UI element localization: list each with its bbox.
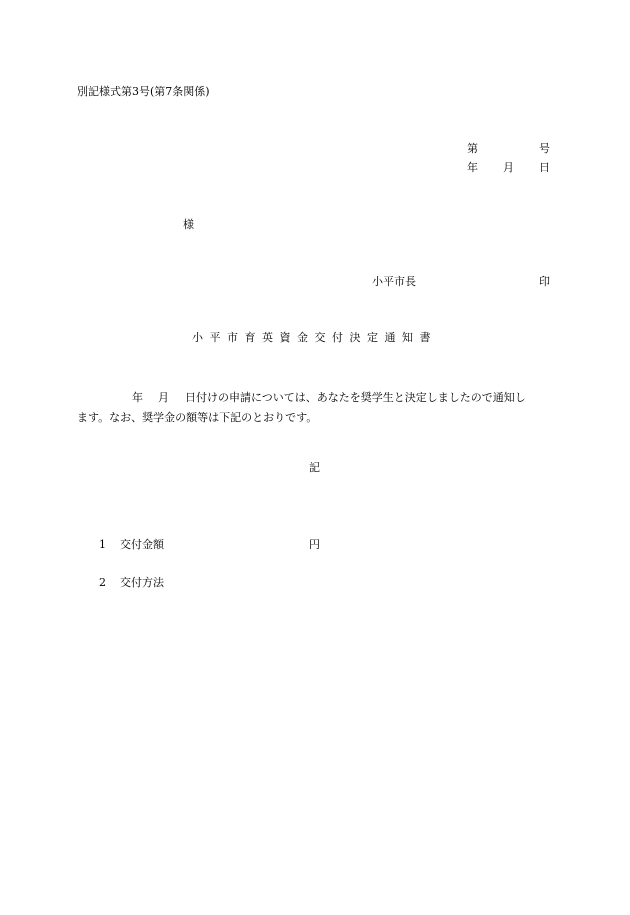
number-go: 号 (539, 142, 550, 155)
issuer-seal: 印 (539, 275, 550, 288)
item-2-label: 交付方法 (120, 576, 164, 589)
body-year: 年 (132, 391, 143, 404)
body-line-1 (77, 388, 553, 408)
date-year: 年 (467, 161, 478, 174)
issuer-title: 小平市長 (372, 275, 416, 288)
body-paragraph (77, 388, 553, 428)
item-1-unit: 円 (309, 538, 320, 551)
ki-heading: 記 (309, 461, 320, 474)
body-line1-text: 日付けの申請については、あなたを奨学生と決定しましたので通知し (185, 391, 526, 404)
date-month: 月 (503, 161, 514, 174)
recipient-honorific: 様 (183, 218, 194, 231)
item-1-label: 交付金額 (120, 538, 164, 551)
number-dai: 第 (467, 142, 478, 155)
item-1-number: 1 (99, 538, 106, 551)
item-2-number: 2 (99, 576, 106, 589)
body-month: 月 (158, 391, 169, 404)
form-label: 別記様式第3号(第7条関係) (77, 85, 210, 98)
body-line-2: ます。なお、奨学金の額等は下記のとおりです。 (77, 411, 318, 424)
document-title: 小平市育英資金交付決定通知書 (192, 331, 437, 344)
date-day: 日 (539, 161, 550, 174)
